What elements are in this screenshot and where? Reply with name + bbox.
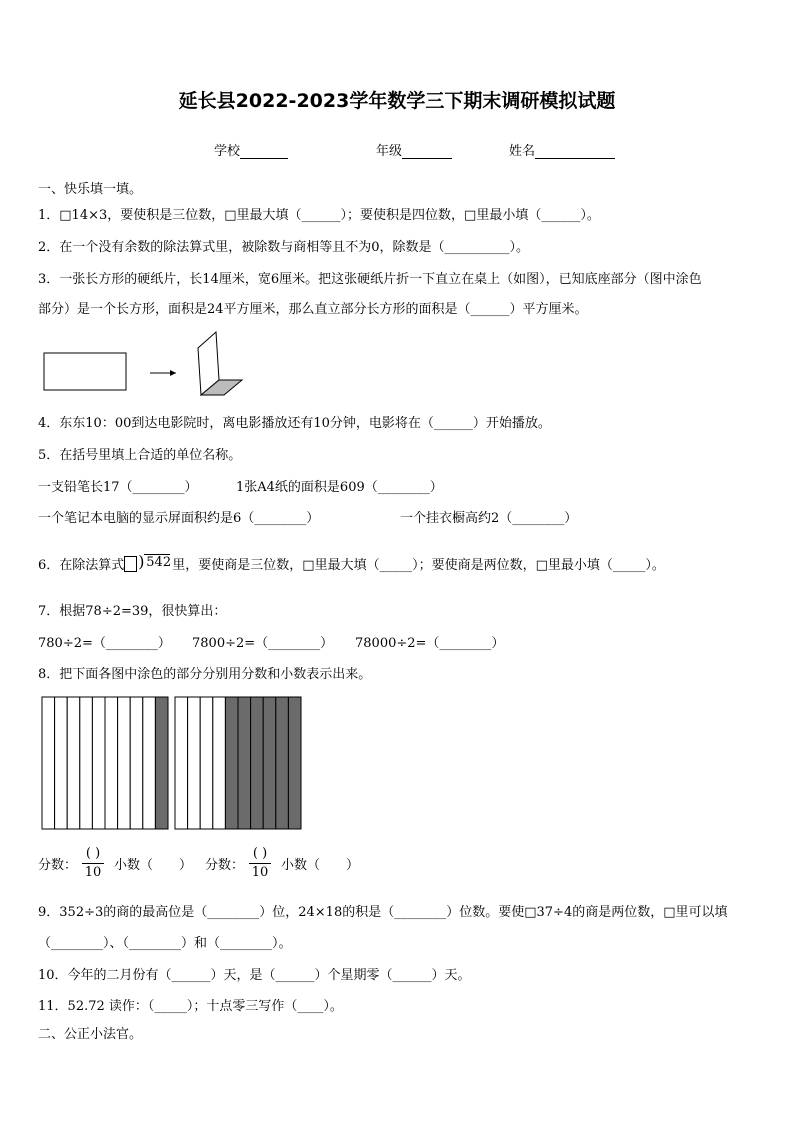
question-9-line-1: 9．352÷3的商的最高位是（________）位，24×18的积是（________）位数。要使□37÷4的商是两位数，□里可以填 — [38, 905, 728, 920]
fraction-grid-1 — [41, 696, 169, 830]
question-7a: 780÷2=（________） — [38, 636, 171, 651]
shaded-strip — [238, 697, 251, 829]
question-6 — [38, 552, 665, 574]
blank-strip — [42, 697, 55, 829]
blank-strip — [105, 697, 118, 829]
name-label: 姓名 — [509, 144, 536, 159]
question-5b: 1张A4纸的面积是609（________） — [236, 480, 443, 495]
decimal-label-2: 小数（ ） — [281, 858, 360, 873]
blank-strip — [80, 697, 93, 829]
question-8: 8．把下面各图中涂色的部分分别用分数和小数表示出来。 — [38, 667, 372, 682]
dividend: 542 — [146, 555, 172, 570]
question-5c: 一个笔记本电脑的显示屏面积约是6（________） — [38, 511, 320, 526]
fraction-1-numerator: ( ) — [85, 846, 101, 861]
question-7b: 7800÷2=（________） — [192, 636, 334, 651]
fraction-grid-2 — [174, 696, 302, 830]
blank-strip — [213, 697, 226, 829]
question-3-line-1: 3．一张长方形的硬纸片，长14厘米，宽6厘米。把这张硬纸片折一下直立在桌上（如图），已知底座部分（图中涂色 — [38, 272, 702, 287]
grade-field — [376, 140, 452, 159]
decimal-label-1: 小数（ ） — [114, 858, 193, 873]
fraction-2-denominator: 10 — [251, 865, 269, 880]
shaded-strip — [225, 697, 238, 829]
question-4: 4．东东10：00到达电影院时，离电影播放还有10分钟，电影将在（______）开始播放。 — [38, 416, 551, 431]
question-5d: 一个挂衣橱高约2（________） — [400, 511, 578, 526]
school-field — [214, 140, 288, 159]
fraction-label-1: 分数： — [38, 858, 78, 873]
shaded-strip — [251, 697, 264, 829]
question-6-suffix: 里，要使商是三位数，□里最大填（_____）；要使商是两位数，□里最小填（_____）。 — [172, 558, 665, 573]
blank-strip — [55, 697, 68, 829]
question-1: 1．□14×3，要使积是三位数，□里最大填（______）；要使积是四位数，□里最小填（______）。 — [38, 208, 600, 223]
section-2-heading: 二、公正小法官。 — [38, 1027, 143, 1042]
long-division-symbol: ) 542 — [124, 558, 172, 574]
question-5: 5．在括号里填上合适的单位名称。 — [38, 448, 242, 463]
grade-label: 年级 — [376, 144, 403, 159]
question-3-line-2: 部分）是一个长方形，面积是24平方厘米，那么直立部分长方形的面积是（______）平方厘米。 — [38, 302, 588, 317]
section-1-heading: 一、快乐填一填。 — [38, 182, 143, 197]
flat-card-rect — [44, 353, 126, 390]
school-label: 学校 — [214, 144, 241, 159]
blank-strip — [175, 697, 188, 829]
name-field — [509, 140, 615, 159]
question-6-prefix: 6．在除法算式 — [38, 558, 125, 573]
blank-strip — [200, 697, 213, 829]
arrow-head — [170, 370, 176, 376]
question-9-line-2: （________）、（________）和（________）。 — [38, 936, 292, 951]
shaded-strip — [276, 697, 289, 829]
fraction-label-2: 分数： — [205, 858, 245, 873]
question-7c: 78000÷2=（________） — [355, 636, 505, 651]
question-11: 11．52.72 读作：（_____）；十点零三写作（____）。 — [38, 999, 343, 1014]
shaded-strip — [288, 697, 301, 829]
blank-strip — [130, 697, 143, 829]
fraction-2 — [249, 846, 271, 881]
fraction-2-numerator: ( ) — [252, 846, 268, 861]
shaded-strip — [263, 697, 276, 829]
blank-strip — [188, 697, 201, 829]
blank-box — [124, 556, 137, 572]
fraction-1-denominator: 10 — [84, 865, 102, 880]
blank-strip — [92, 697, 105, 829]
fold-figure — [38, 328, 258, 400]
blank-strip — [118, 697, 131, 829]
shaded-base — [201, 380, 242, 395]
blank-strip — [143, 697, 156, 829]
fraction-1 — [82, 846, 104, 881]
question-7: 7．根据78÷2=39，很快算出： — [38, 604, 227, 619]
blank-strip — [67, 697, 80, 829]
question-5a: 一支铅笔长17（________） — [38, 480, 198, 495]
page-title: 延长县2022-2023学年数学三下期末调研模拟试题 — [178, 90, 616, 112]
shaded-strip — [155, 697, 168, 829]
question-2: 2．在一个没有余数的除法算式里，被除数与商相等且不为0，除数是（__________）。 — [38, 240, 530, 255]
question-10: 10．今年的二月份有（______）天，是（______）个星期零（______）天。 — [38, 968, 471, 983]
